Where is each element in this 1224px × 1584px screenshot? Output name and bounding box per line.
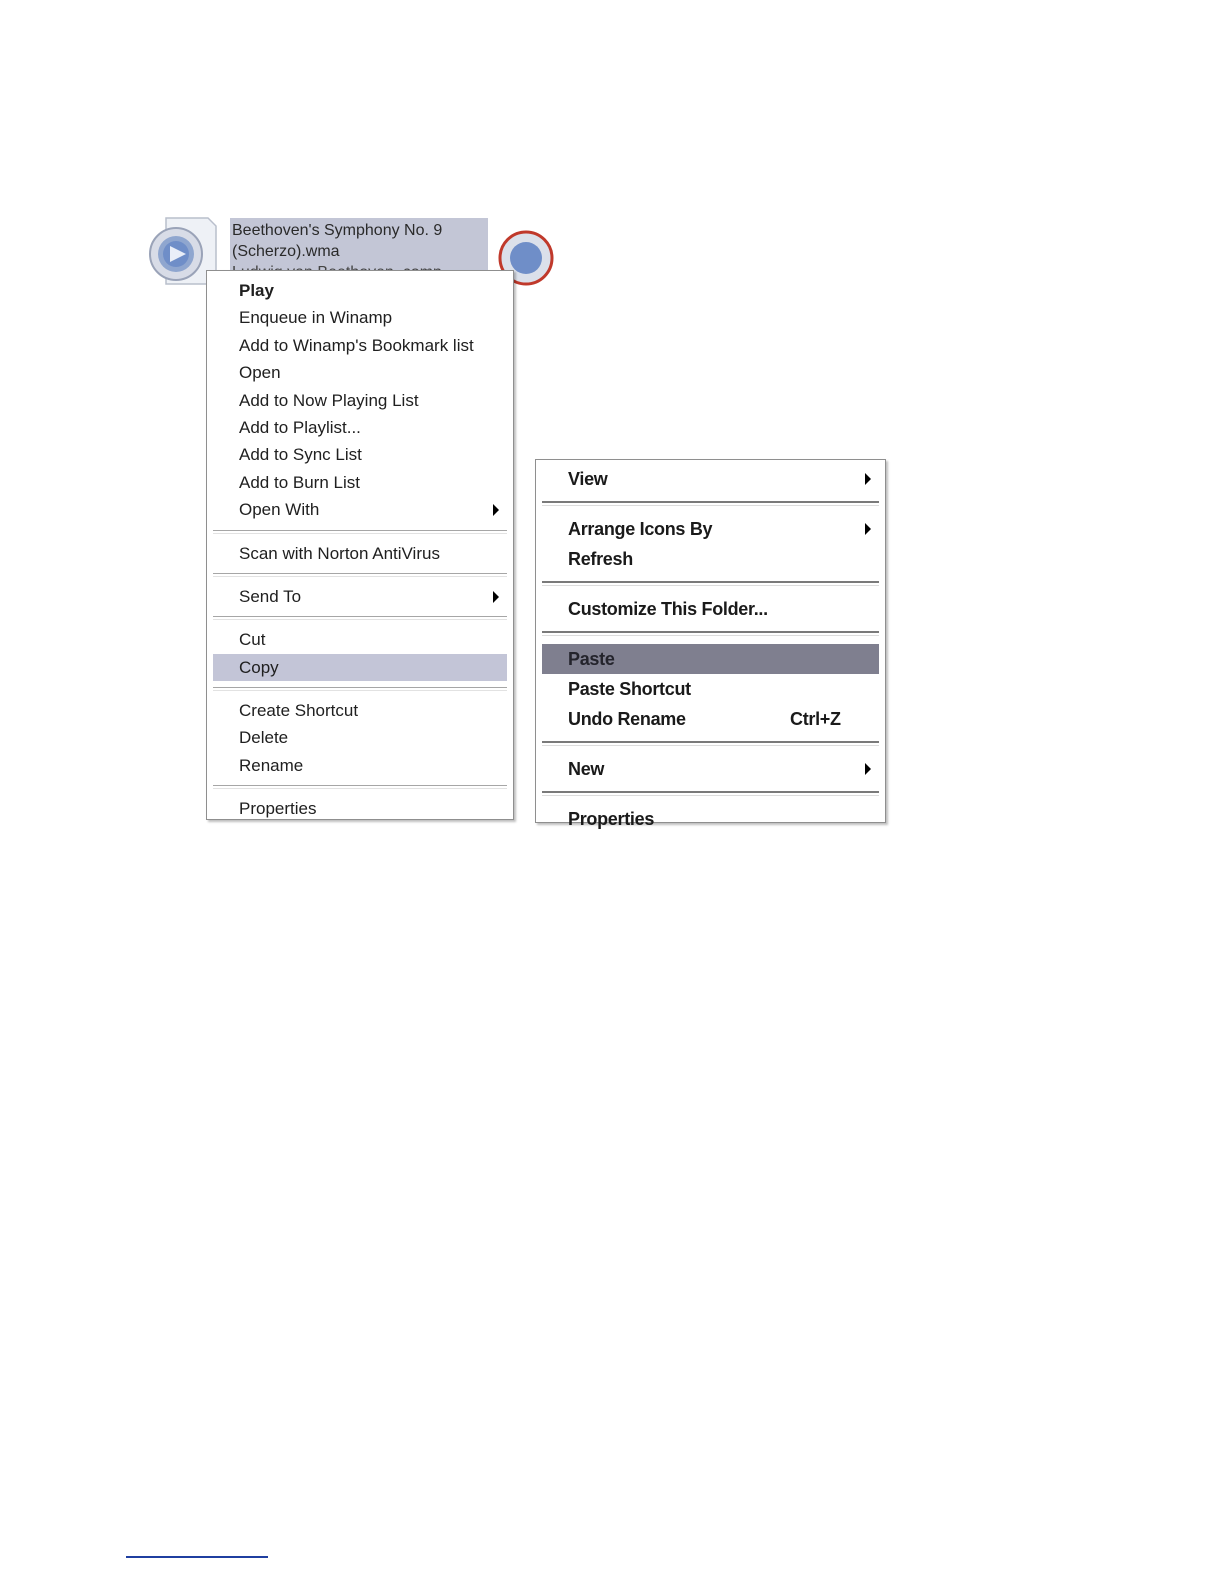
menu-item-customize-folder[interactable] — [542, 594, 879, 624]
menu-separator — [213, 785, 507, 789]
submenu-arrow-icon — [493, 504, 499, 516]
menu-separator — [542, 631, 879, 636]
menu-item-label: Scan with Norton AntiVirus — [239, 543, 440, 563]
menu-item-add-burn-list[interactable] — [213, 469, 507, 496]
menu-item-open[interactable] — [213, 359, 507, 386]
menu-separator — [213, 687, 507, 691]
menu-item-label: Arrange Icons By — [568, 519, 713, 539]
menu-item-label: Send To — [239, 586, 302, 606]
menu-item-add-playlist[interactable] — [213, 414, 507, 441]
menu-item-properties[interactable] — [213, 795, 507, 822]
menu-item-cut[interactable] — [213, 626, 507, 653]
menu-item-properties-folder[interactable] — [542, 804, 879, 834]
submenu-arrow-icon — [865, 523, 871, 535]
menu-item-copy[interactable] — [213, 654, 507, 681]
menu-separator — [213, 530, 507, 534]
menu-item-enqueue-winamp[interactable] — [213, 304, 507, 331]
menu-item-label: Add to Playlist... — [239, 417, 361, 437]
menu-item-create-shortcut[interactable] — [213, 697, 507, 724]
menu-item-label: Delete — [239, 728, 289, 748]
submenu-arrow-icon — [865, 473, 871, 485]
footnote-rule — [126, 1556, 268, 1558]
menu-item-refresh[interactable] — [542, 544, 879, 574]
menu-item-label: Add to Winamp's Bookmark list — [239, 335, 474, 355]
menu-item-new[interactable] — [542, 754, 879, 784]
menu-item-label: Properties — [568, 809, 655, 829]
menu-item-label: Add to Now Playing List — [239, 390, 419, 410]
folder-context-menu — [535, 459, 886, 829]
menu-item-label: Open — [239, 363, 281, 383]
submenu-arrow-icon — [865, 763, 871, 775]
menu-item-label: Paste — [568, 649, 615, 669]
menu-item-label: Play — [239, 281, 274, 300]
menu-item-paste[interactable] — [542, 644, 879, 674]
menu-item-add-sync-list[interactable] — [213, 441, 507, 468]
file-name-label[interactable] — [230, 218, 488, 270]
menu-item-label: Cut — [239, 630, 266, 650]
submenu-arrow-icon — [493, 591, 499, 603]
menu-item-label: Create Shortcut — [239, 701, 359, 721]
menu-item-open-with[interactable] — [213, 496, 507, 523]
menu-item-label: Paste Shortcut — [568, 679, 691, 699]
menu-separator — [213, 573, 507, 577]
menu-item-label: Rename — [239, 755, 304, 775]
menu-item-play[interactable] — [213, 277, 507, 304]
menu-item-label: View — [568, 469, 608, 489]
menu-separator — [542, 501, 879, 506]
menu-item-label: Open With — [239, 500, 320, 520]
menu-item-paste-shortcut[interactable] — [542, 674, 879, 704]
menu-item-label: Copy — [239, 657, 279, 677]
menu-item-rename[interactable] — [213, 752, 507, 779]
menu-separator — [542, 791, 879, 796]
menu-item-add-now-playing[interactable] — [213, 387, 507, 414]
menu-item-label: Refresh — [568, 549, 633, 569]
menu-separator — [213, 616, 507, 620]
menu-item-label: Add to Sync List — [239, 445, 362, 465]
menu-item-undo-rename[interactable] — [542, 704, 879, 734]
menu-item-label: Add to Burn List — [239, 472, 360, 492]
menu-item-scan-norton[interactable] — [213, 540, 507, 567]
menu-item-label: Customize This Folder... — [568, 599, 768, 619]
menu-item-delete[interactable] — [213, 724, 507, 751]
menu-item-add-winamp-bookmark[interactable] — [213, 332, 507, 359]
menu-separator — [542, 581, 879, 586]
file-context-menu — [206, 270, 514, 820]
menu-item-label: Properties — [239, 799, 317, 819]
file-name-line2: (Scherzo).wma — [232, 243, 340, 260]
menu-separator — [542, 741, 879, 746]
file-name-line1: Beethoven's Symphony No. 9 — [232, 222, 443, 239]
menu-item-arrange-icons[interactable] — [542, 514, 879, 544]
menu-item-label: New — [568, 759, 605, 779]
menu-item-label: Undo Rename — [568, 709, 686, 729]
menu-item-label: Enqueue in Winamp — [239, 308, 393, 328]
shortcut-key-label: Ctrl+Z — [790, 709, 841, 729]
menu-item-view[interactable] — [542, 464, 879, 494]
menu-item-send-to[interactable] — [213, 583, 507, 610]
